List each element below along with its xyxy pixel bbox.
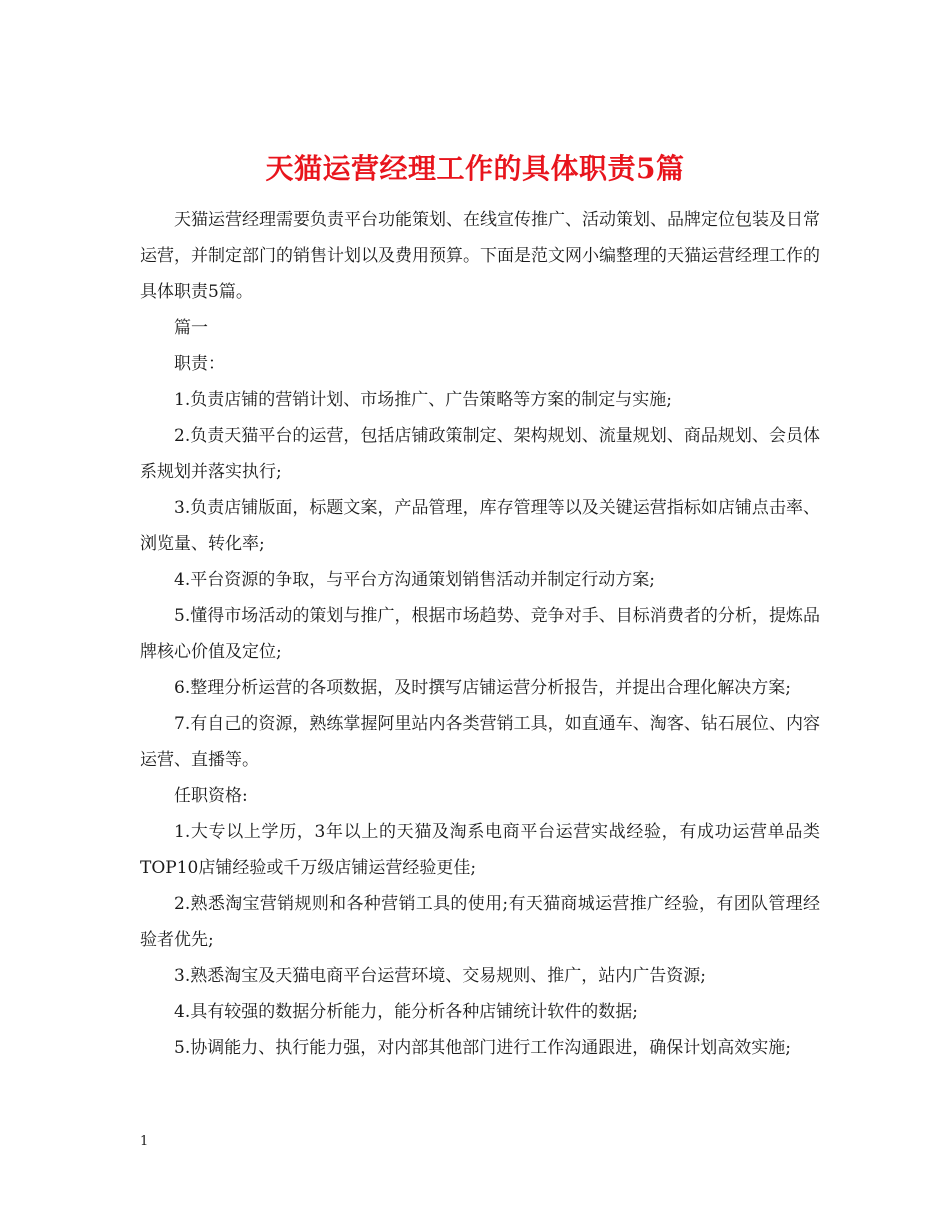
responsibility-item: 1.负责店铺的营销计划、市场推广、广告策略等方案的制定与实施;	[174, 390, 672, 410]
qualification-item: 2.熟悉淘宝营销规则和各种营销工具的使用;有天猫商城运营推广经验，有团队管理经验者优先;	[140, 894, 820, 950]
document-title: 天猫运营经理工作的具体职责5篇	[265, 151, 685, 185]
responsibility-item: 2.负责天猫平台的运营，包括店铺政策制定、架构规划、流量规划、商品规划、会员体系规划并落实执行;	[140, 426, 820, 482]
responsibilities-heading: 职责：	[174, 354, 225, 374]
qualification-item: 1.大专以上学历，3年以上的天猫及淘系电商平台运营实战经验，有成功运营单品类TOP10店铺经验或千万级店铺运营经验更佳;	[140, 822, 820, 878]
document-body	[140, 202, 820, 1066]
page-number: 1	[140, 1134, 149, 1149]
qualification-item: 4.具有较强的数据分析能力，能分析各种店铺统计软件的数据;	[174, 1002, 638, 1022]
responsibility-item: 3.负责店铺版面，标题文案，产品管理，库存管理等以及关键运营指标如店铺点击率、浏览量、转化率;	[140, 498, 820, 554]
responsibility-item: 7.有自己的资源，熟练掌握阿里站内各类营销工具，如直通车、淘客、钻石展位、内容运营、直播等。	[140, 714, 820, 770]
responsibility-item: 4.平台资源的争取，与平台方沟通策划销售活动并制定行动方案;	[174, 570, 655, 590]
section-heading: 篇一	[174, 318, 208, 338]
intro-paragraph: 天猫运营经理需要负责平台功能策划、在线宣传推广、活动策划、品牌定位包装及日常运营，并制定部门的销售计划以及费用预算。下面是范文网小编整理的天猫运营经理工作的具体职责5篇。	[140, 210, 820, 302]
qualification-item: 3.熟悉淘宝及天猫电商平台运营环境、交易规则、推广，站内广告资源;	[174, 966, 706, 986]
qualifications-heading: 任职资格:	[174, 786, 248, 806]
responsibility-item: 5.懂得市场活动的策划与推广，根据市场趋势、竞争对手、目标消费者的分析，提炼品牌核心价值及定位;	[140, 606, 820, 662]
qualification-item: 5.协调能力、执行能力强，对内部其他部门进行工作沟通跟进，确保计划高效实施;	[174, 1038, 791, 1058]
responsibility-item: 6.整理分析运营的各项数据，及时撰写店铺运营分析报告，并提出合理化解决方案;	[174, 678, 791, 698]
